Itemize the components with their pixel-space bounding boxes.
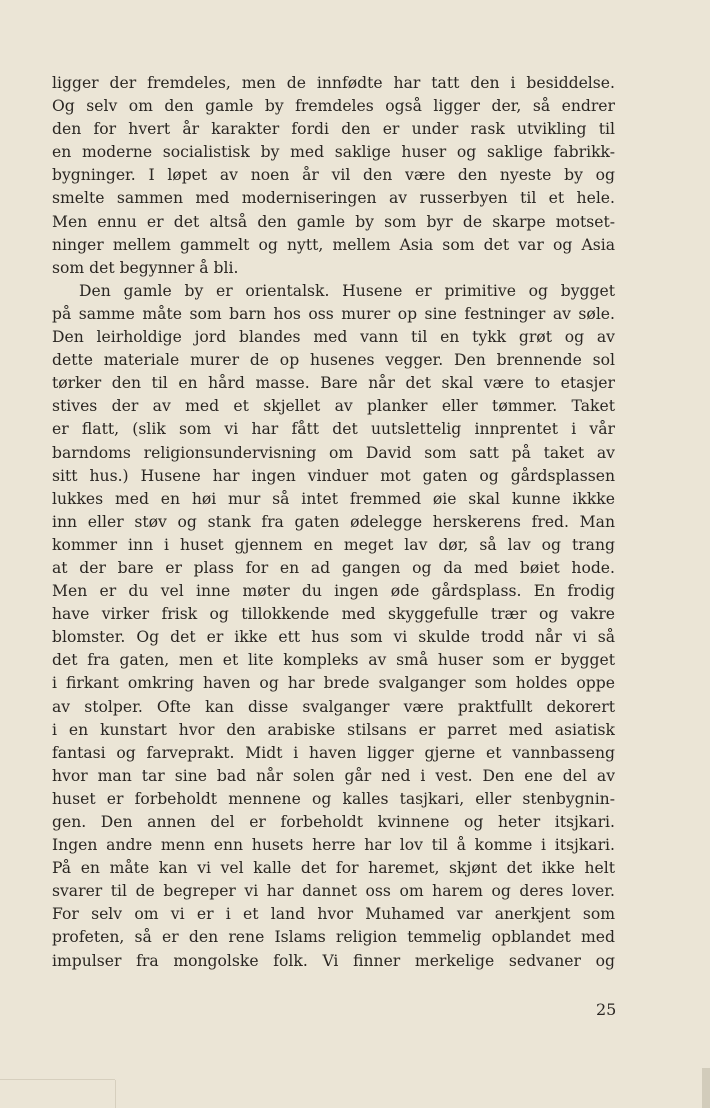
text-line: at der bare er plass for en ad gangen og da med bøiet hode. <box>52 558 615 577</box>
text-line: ligger der fremdeles, men de innfødte har tatt den i besiddelse. <box>52 74 615 92</box>
text-line: av stolper. Ofte kan disse svalganger være praktfullt dekorert <box>52 697 615 716</box>
text-line: smelte sammen med moderniseringen av russerbyen til et hele. <box>52 189 615 208</box>
text-line: tørker den til en hård masse. Bare når det skal være to etasjer <box>52 374 615 393</box>
text-line: i firkant omkring haven og har brede svalganger som holdes oppe <box>52 674 615 693</box>
text-line: det fra gaten, men et lite kompleks av små huser som er bygget <box>52 651 615 670</box>
text-line: gen. Den annen del er forbeholdt kvinnene og heter itsjkari. <box>52 813 615 831</box>
text-line: en moderne socialistisk by med saklige huser og saklige fabrikk- <box>52 143 615 162</box>
text-line: som det begynner å bli. <box>52 258 239 277</box>
text-line: På en måte kan vi vel kalle det for haremet, skjønt det ikke helt <box>52 859 615 878</box>
text-line: hvor man tar sine bad når solen går ned i vest. Den ene del av <box>52 766 615 785</box>
text-line: fantasi og farveprakt. Midt i haven ligger gjerne et vannbasseng <box>52 743 615 762</box>
text-line: svarer til de begreper vi har dannet oss om harem og deres lover. <box>52 882 615 901</box>
text-line: barndoms religionsundervisning om David som satt på taket av <box>52 443 615 462</box>
text-line: Den leirholdige jord blandes med vann til en tykk grøt og av <box>52 328 615 347</box>
text-line: have virker frisk og tillokkende med skyggefulle trær og vakre <box>52 605 615 624</box>
text-line: Den gamle by er orientalsk. Husene er primitive og bygget <box>79 281 615 300</box>
text-line: dette materiale murer de op husenes vegger. Den brennende sol <box>52 351 615 370</box>
scan-edge-line <box>0 1079 115 1080</box>
text-line: huset er forbeholdt mennene og kalles tasjkari, eller stenbygnin- <box>52 789 615 808</box>
text-line: ninger mellem gammelt og nytt, mellem Asia som det var og Asia <box>52 235 615 254</box>
text-line: impulser fra mongolske folk. Vi finner merkelige sedvaner og <box>52 951 615 970</box>
text-line: Og selv om den gamle by fremdeles også ligger der, så endrer <box>52 97 615 116</box>
text-line: sitt hus.) Husene har ingen vinduer mot gaten og gårdsplassen <box>52 466 615 485</box>
text-line: inn eller støv og stank fra gaten ødelegge herskerens fred. Man <box>52 512 615 531</box>
text-line: blomster. Og det er ikke ett hus som vi skulde trodd når vi så <box>52 628 615 647</box>
text-line: i en kunstart hvor den arabiske stilsans er parret med asiatisk <box>52 720 615 739</box>
text-line: Ingen andre menn enn husets herre har lov til å komme i itsjkari. <box>52 836 615 855</box>
text-line: lukkes med en høi mur så intet fremmed øie skal kunne ikkke <box>52 489 615 508</box>
text-line: stives der av med et skjellet av planker eller tømmer. Taket <box>52 397 615 416</box>
scan-edge-line-vertical <box>115 1080 116 1108</box>
text-line: Men er du vel inne møter du ingen øde gårdsplass. En frodig <box>52 582 615 601</box>
text-line: For selv om vi er i et land hvor Muhamed var anerkjent som <box>52 905 615 924</box>
page-number: 25 <box>596 1000 617 1019</box>
text-line: Men ennu er det altså den gamle by som byr de skarpe motset- <box>52 212 615 231</box>
text-line: bygninger. I løpet av noen år vil den være den nyeste by og <box>52 166 615 185</box>
scan-corner-mark <box>702 1068 710 1108</box>
text-line: den for hvert år karakter fordi den er under rask utvikling til <box>52 120 615 139</box>
text-line: kommer inn i huset gjennem en meget lav dør, så lav og trang <box>52 535 615 554</box>
text-line: er flatt, (slik som vi har fått det uutslettelig innprentet i vår <box>52 420 615 439</box>
text-line: profeten, så er den rene Islams religion temmelig opblandet med <box>52 928 615 947</box>
text-line: på samme måte som barn hos oss murer op sine festninger av søle. <box>52 304 615 323</box>
body-text <box>52 72 615 973</box>
